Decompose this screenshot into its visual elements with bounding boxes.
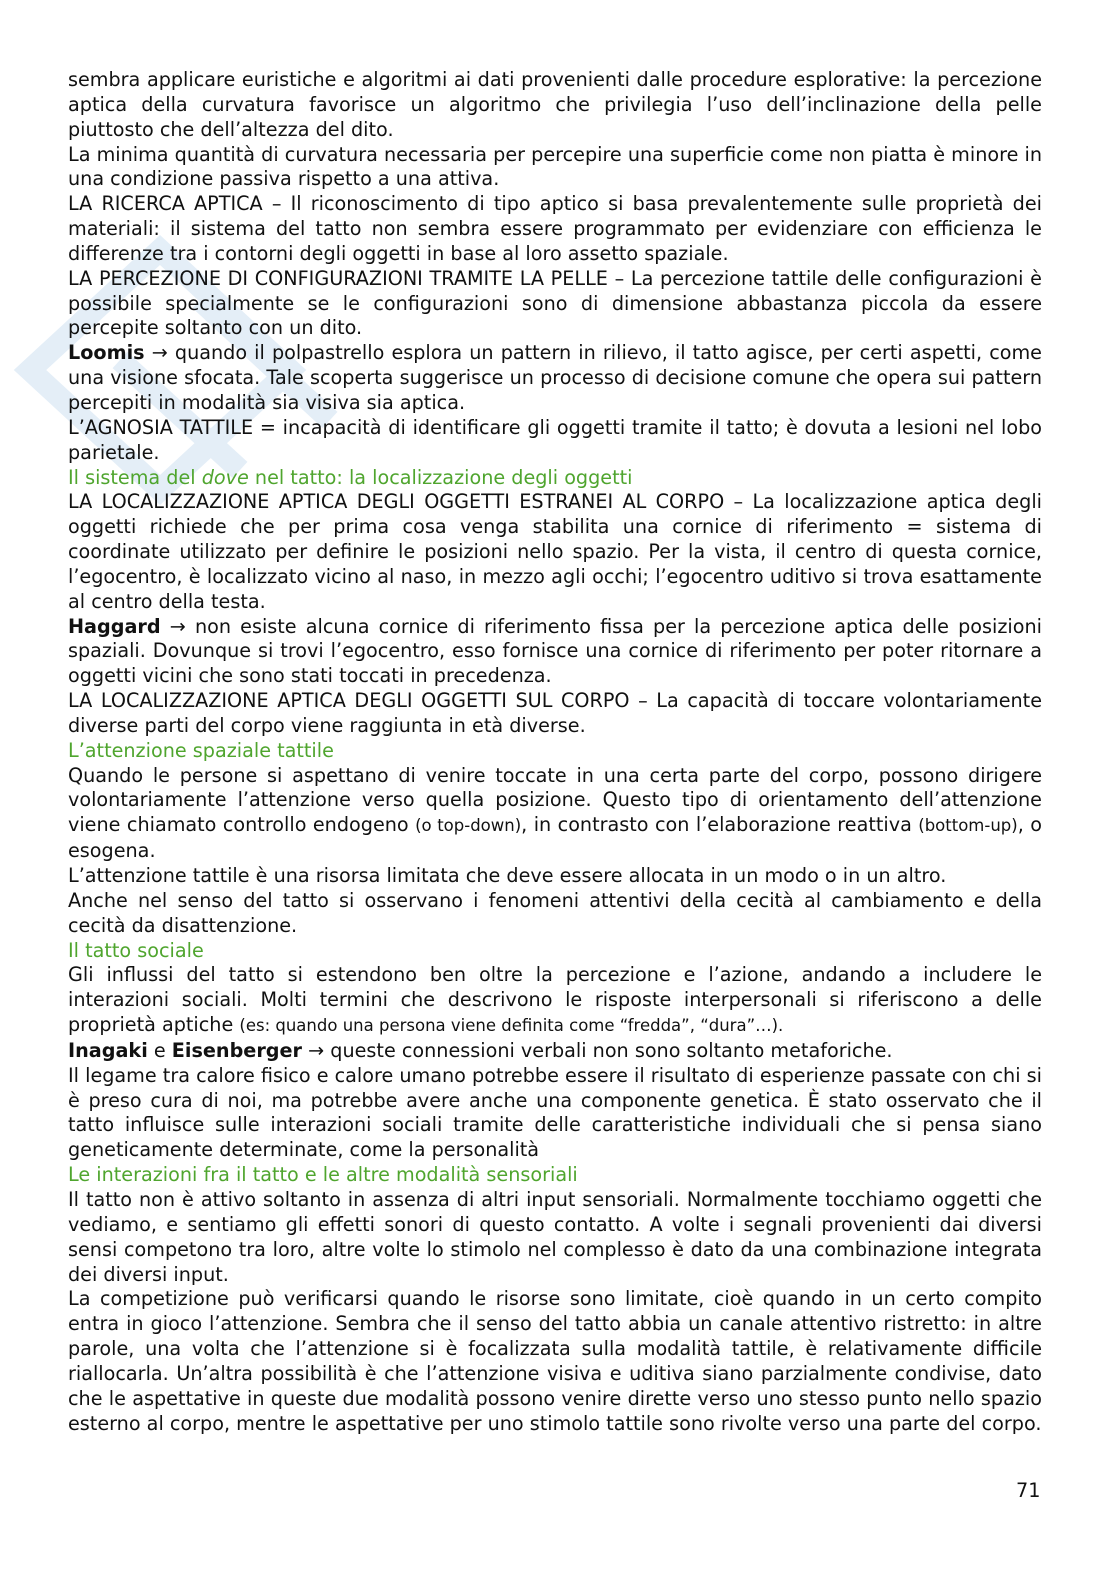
heading-text: nel tatto: la localizzazione degli oggetti <box>248 465 633 489</box>
paragraph <box>68 764 1042 864</box>
paragraph-text: , o esogena. <box>68 813 1042 863</box>
section-heading <box>68 466 1042 491</box>
author-name: Loomis <box>68 341 145 365</box>
paragraph-text: → quando il polpastrello esplora un pattern in rilievo, il tatto agisce, per certi aspetti, come una visione sfocata. Tale scoperta suggerisce un processo di decisione comune che opera sui pattern percepiti in modalità sia visiva sia aptica. <box>68 341 1042 414</box>
paragraph <box>68 615 1042 690</box>
paragraph-text: Quando le persone si aspettano di venire toccate in una certa parte del corpo, possono dirigere volontariamente l’attenzione verso quella posizione. Questo tipo di orientamento dell’attenzione viene chiamato controllo endogeno <box>68 763 1042 837</box>
author-name: Haggard <box>68 614 161 638</box>
page-number: 71 <box>1016 1479 1041 1502</box>
paragraph <box>68 963 1042 1039</box>
paragraph: Anche nel senso del tatto si osservano i fenomeni attentivi della cecità al cambiamento e della cecità da disattenzione. <box>68 888 1042 937</box>
paragraph: L’AGNOSIA TATTILE = incapacità di identificare gli oggetti tramite il tatto; è dovuta a lesioni nel lobo parietale. <box>68 415 1042 464</box>
paragraph-note: (bottom-up) <box>918 816 1018 836</box>
paragraph-note: (o top-down) <box>415 816 522 836</box>
paragraph: La competizione può verificarsi quando le risorse sono limitate, cioè quando in un certo compito entra in gioco l’attenzione. Sembra che il senso del tatto abbia un canale attentivo ristretto: in altre parole, una volta che l’attenzione si è focalizzata sulla modalità tattile, è relativamente difficile riallocarla. Un’altra possibilità è che l’attenzione visiva e uditiva siano parzialmente condivise, dato che le aspettative in queste due modalità possono venire dirette verso uno stesso punto nello spazio esterno al corpo, mentre le aspettative per uno stimolo tattile sono rivolte verso una parte del corpo. <box>68 1287 1042 1435</box>
paragraph: La minima quantità di curvatura necessaria per percepire una superficie come non piatta è minore in una condizione passiva rispetto a una attiva. <box>68 142 1042 191</box>
heading-italic: dove <box>201 465 249 489</box>
paragraph: LA PERCEZIONE DI CONFIGURAZIONI TRAMITE LA PELLE – La percezione tattile delle configurazioni è possibile specialmente se le configurazioni sono di dimensione abbastanza piccola da essere percepite soltanto con un dito. <box>68 266 1042 340</box>
paragraph: LA LOCALIZZAZIONE APTICA DEGLI OGGETTI ESTRANEI AL CORPO – La localizzazione aptica degli oggetti richiede che per prima cosa venga stabilita una cornice di riferimento = sistema di coordinate utilizzato per definire le posizioni nello spazio. Per la vista, il centro di questa cornice, l’egocentro, è localizzato vicino al naso, in mezzo agli occhi; l’egocentro uditivo si trova esattamente al centro della testa. <box>68 490 1042 613</box>
paragraph-note: (es: quando una persona viene definita come “fredda”, “dura”…). <box>239 1016 784 1036</box>
paragraph-text: Gli influssi del tatto si estendono ben oltre la percezione e l’azione, andando a includere le interazioni sociali. Molti termini che descrivono le risposte interpersonali si riferiscono a delle proprietà aptiche <box>68 963 1042 1037</box>
paragraph-text: , in contrasto con l’elaborazione reattiva <box>521 813 919 837</box>
paragraph-text: → non esiste alcuna cornice di riferimento fissa per la percezione aptica delle posizioni spaziali. Dovunque si trovi l’egocentro, esso fornisce una cornice di riferimento per poter ritornare a oggetti vicini che sono stati toccati in precedenza. <box>68 614 1042 688</box>
section-heading: L’attenzione spaziale tattile <box>68 738 334 762</box>
author-name: Eisenberger <box>171 1038 302 1062</box>
paragraph: Il legame tra calore fisico e calore umano potrebbe essere il risultato di esperienze passate con chi si è preso cura di noi, ma potrebbe avere anche una componente genetica. È stato osservato che il tatto influisce sulle interazioni sociali tramite delle caratteristiche individuali che si pensa siano geneticamente determinate, come la personalità <box>68 1063 1042 1162</box>
section-heading: Le interazioni fra il tatto e le altre modalità sensoriali <box>68 1163 578 1187</box>
section-heading: Il tatto sociale <box>68 938 204 962</box>
paragraph: LA RICERCA APTICA – Il riconoscimento di tipo aptico si basa prevalentemente sulle proprietà dei materiali: il sistema del tatto non sembra essere programmato per evidenziare con efficienza le differenze tra i contorni degli oggetti in base al loro assetto spaziale. <box>68 192 1042 265</box>
heading-text: Il sistema del <box>68 465 202 489</box>
paragraph <box>68 1039 1042 1064</box>
paragraph-text: e <box>147 1038 172 1062</box>
document-page <box>68 68 1042 1436</box>
paragraph-text: → queste connessioni verbali non sono soltanto metaforiche. <box>302 1038 893 1062</box>
paragraph: LA LOCALIZZAZIONE APTICA DEGLI OGGETTI SUL CORPO – La capacità di toccare volontariamente diverse parti del corpo viene raggiunta in età diverse. <box>68 689 1042 737</box>
paragraph: L’attenzione tattile è una risorsa limitata che deve essere allocata in un modo o in un altro. <box>68 864 947 887</box>
paragraph <box>68 341 1042 416</box>
paragraph: Il tatto non è attivo soltanto in assenza di altri input sensoriali. Normalmente tocchiamo oggetti che vediamo, e sentiamo gli effetti sonori di questo contatto. A volte i segnali provenienti dai diversi sensi competono tra loro, altre volte lo stimolo nel complesso è dato da una combinazione integrata dei diversi input. <box>68 1187 1042 1286</box>
paragraph: sembra applicare euristiche e algoritmi ai dati provenienti dalle procedure esplorative: la percezione aptica della curvatura favorisce un algoritmo che privilegia l’uso dell’inclinazione della pelle piuttosto che dell’altezza del dito. <box>68 68 1042 141</box>
author-name: Inagaki <box>68 1038 148 1062</box>
